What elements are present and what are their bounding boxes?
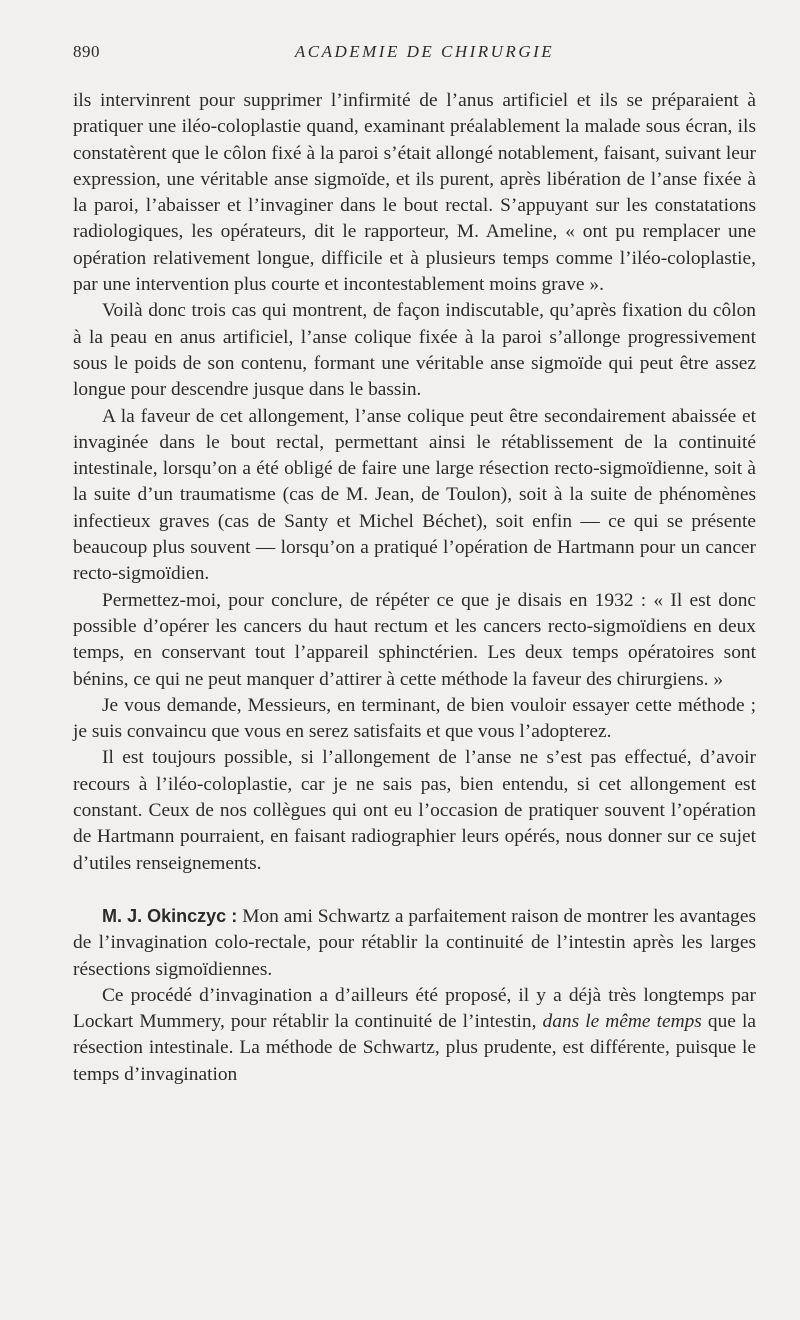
paragraph: Permettez-moi, pour conclure, de répéter ce que je disais en 1932 : « Il est donc possible d’opérer les cancers du haut rectum et les cancers recto-sigmoïdiens en deux temps, en conservant tout l’appareil sphinctérien. Les deux temps opératoires sont bénins, ce qui ne peut manquer d’attirer à cette méthode la faveur des chirurgiens. » <box>73 589 756 690</box>
paragraph <box>73 983 756 1088</box>
paragraph: Voilà donc trois cas qui montrent, de façon indiscutable, qu’après fixation du côlon à la peau en anus artificiel, l’anse colique fixée à la paroi s’allonge progressivement sous le poids de son contenu, formant une véritable anse sigmoïde qui peut être assez longue pour descendre jusque dans le bassin. <box>73 300 756 401</box>
body-text <box>73 88 756 1088</box>
paragraph-text: Ce procédé d’invagination a d’ailleurs été proposé, il y a déjà très longtemps par Lockart Mummery, pour rétablir la continuité de l’intestin, <box>73 984 756 1033</box>
page-header <box>73 0 756 76</box>
emphasis-text: dans le même temps <box>542 1011 702 1033</box>
speaker-name: M. J. Okinczyc : <box>102 905 238 926</box>
paragraph: ils intervinrent pour supprimer l’infirmité de l’anus artificiel et ils se préparaient à pratiquer une iléo-coloplastie quand, examinant préalablement la malade sous écran, ils constatèrent que le côlon fixé à la paroi s’était allongé notablement, faisant, suivant leur expression, une véritable anse sigmoïde, et ils purent, après libération de l’anse fixée à la paroi, l’abaisser et l’invaginer dans le bout rectal. S’appuyant sur les constatations radiologiques, les opérateurs, dit le rapporteur, M. Ameline, « ont pu remplacer une opération relativement longue, difficile et à plusieurs temps comme l’iléo-coloplastie, par une intervention plus courte et incontestablement moins grave ». <box>73 90 756 296</box>
paragraph: Il est toujours possible, si l’allongement de l’anse ne s’est pas effectué, d’avoir recours à l’iléo-coloplastie, car je ne sais pas, bien entendu, si cet allongement est constant. Ceux de nos collègues qui ont eu l’occasion de pratiquer souvent l’opération de Hartmann pourraient, en faisant radiographier leurs opérés, nous donner sur ce sujet d’utiles renseignements. <box>73 747 756 874</box>
speaker-paragraph <box>73 903 756 983</box>
page-number: 890 <box>73 42 100 61</box>
paragraph-text: que la résection intestinale. La méthode de Schwartz, plus prudente, est différente, puisque le temps d’invagination <box>73 1011 756 1085</box>
paragraph: Je vous demande, Messieurs, en terminant, de bien vouloir essayer cette méthode ; je suis convaincu que vous en serez satisfaits et que vous l’adopterez. <box>73 694 756 743</box>
running-title: ACADEMIE DE CHIRURGIE <box>294 42 555 61</box>
paragraph: A la faveur de cet allongement, l’anse colique peut être secondairement abaissée et invaginée dans le bout rectal, permettant ainsi le rétablissement de la continuité intestinale, lorsqu’on a été obligé de faire une large résection recto-sigmoïdienne, soit à la suite d’un traumatisme (cas de M. Jean, de Toulon), soit à la suite de phénomènes infectieux graves (cas de Santy et Michel Béchet), soit enfin — ce qui se présente beaucoup plus souvent — lorsqu’on a pratiqué l’opération de Hartmann pour un cancer recto-sigmoïdien. <box>73 405 756 585</box>
speaker-text: Mon ami Schwartz a parfaitement raison de montrer les avantages de l’invagination colo-rectale, pour rétablir la continuité de l’intestin après les larges résections sigmoïdiennes. <box>73 905 756 980</box>
